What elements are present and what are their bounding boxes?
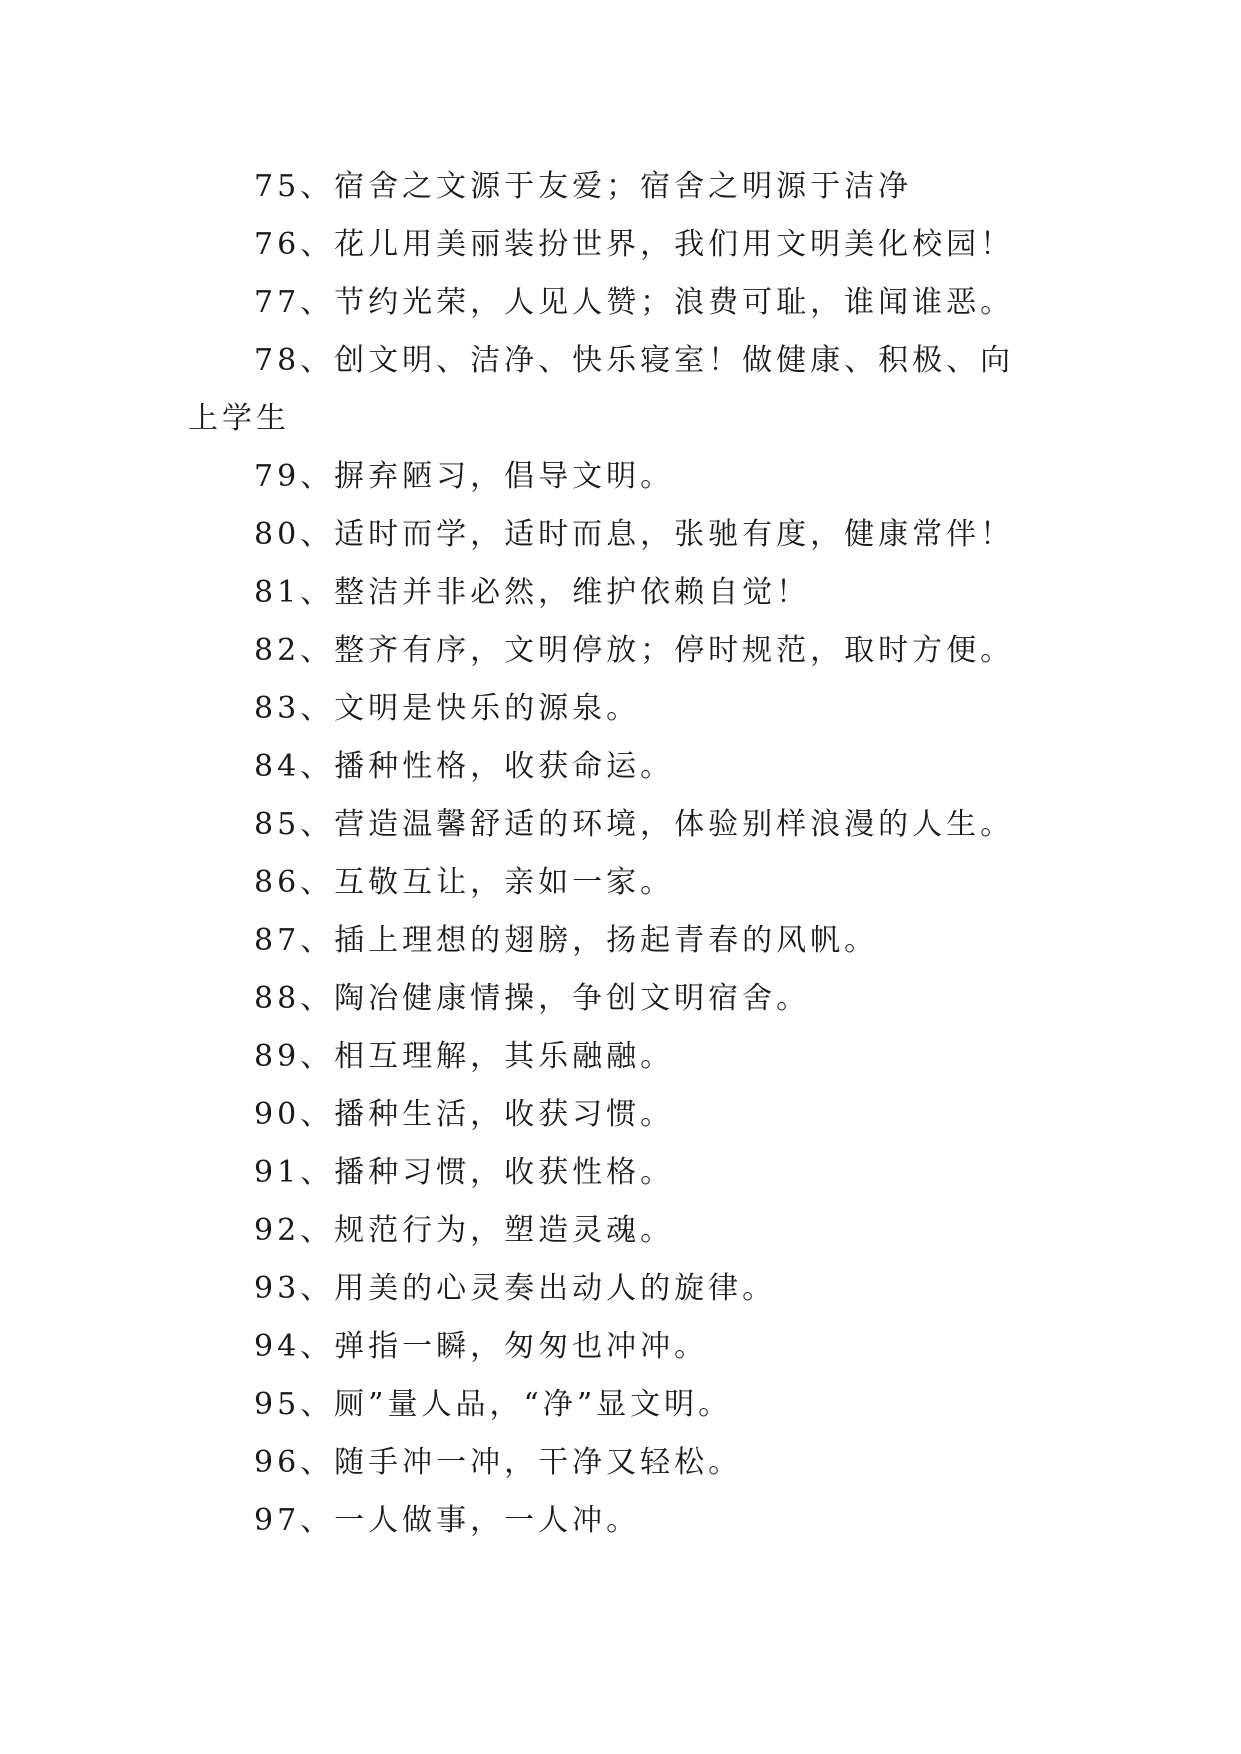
slogan-line: 92、规范行为，塑造灵魂。 [254,1213,675,1248]
slogan-line: 93、用美的心灵奏出动人的旋律。 [254,1271,777,1306]
slogan-line: 90、播种生活，收获习惯。 [254,1097,675,1132]
slogan-line: 75、宿舍之文源于友爱；宿舍之明源于洁净 [254,169,913,204]
slogan-line: 84、播种性格，收获命运。 [254,749,675,784]
slogan-line: 89、相互理解，其乐融融。 [254,1039,675,1074]
slogan-line: 82、整齐有序，文明停放；停时规范，取时方便。 [254,633,1015,668]
slogan-line: 80、适时而学，适时而息，张驰有度，健康常伴！ [254,517,1015,552]
slogan-line: 76、花儿用美丽装扮世界，我们用文明美化校园！ [254,227,1015,262]
slogan-line: 86、互敬互让，亲如一家。 [254,865,675,900]
slogan-line: 81、整洁并非必然，维护依赖自觉！ [254,575,811,610]
slogan-line: 79、摒弃陋习，倡导文明。 [254,459,675,494]
slogan-line: 83、文明是快乐的源泉。 [254,691,641,726]
slogan-line: 85、营造温馨舒适的环境，体验别样浪漫的人生。 [254,807,1015,842]
slogan-line: 97、一人做事，一人冲。 [254,1503,641,1538]
slogan-line: 94、弹指一瞬，匆匆也冲冲。 [254,1329,709,1364]
slogan-line: 95、厕”量人品，“净”显文明。 [254,1387,733,1422]
slogan-line: 87、插上理想的翅膀，扬起青春的风帆。 [254,923,879,958]
slogan-line: 96、随手冲一冲，干净又轻松。 [254,1445,743,1480]
slogan-line: 78、创文明、洁净、快乐寝室！做健康、积极、向上学生 [188,343,1015,436]
slogan-line: 88、陶冶健康情操，争创文明宿舍。 [254,981,811,1016]
slogan-line: 91、播种习惯，收获性格。 [254,1155,675,1190]
slogan-list [188,158,1048,1550]
slogan-line: 77、节约光荣，人见人赞；浪费可耻，谁闻谁恶。 [254,285,1015,320]
